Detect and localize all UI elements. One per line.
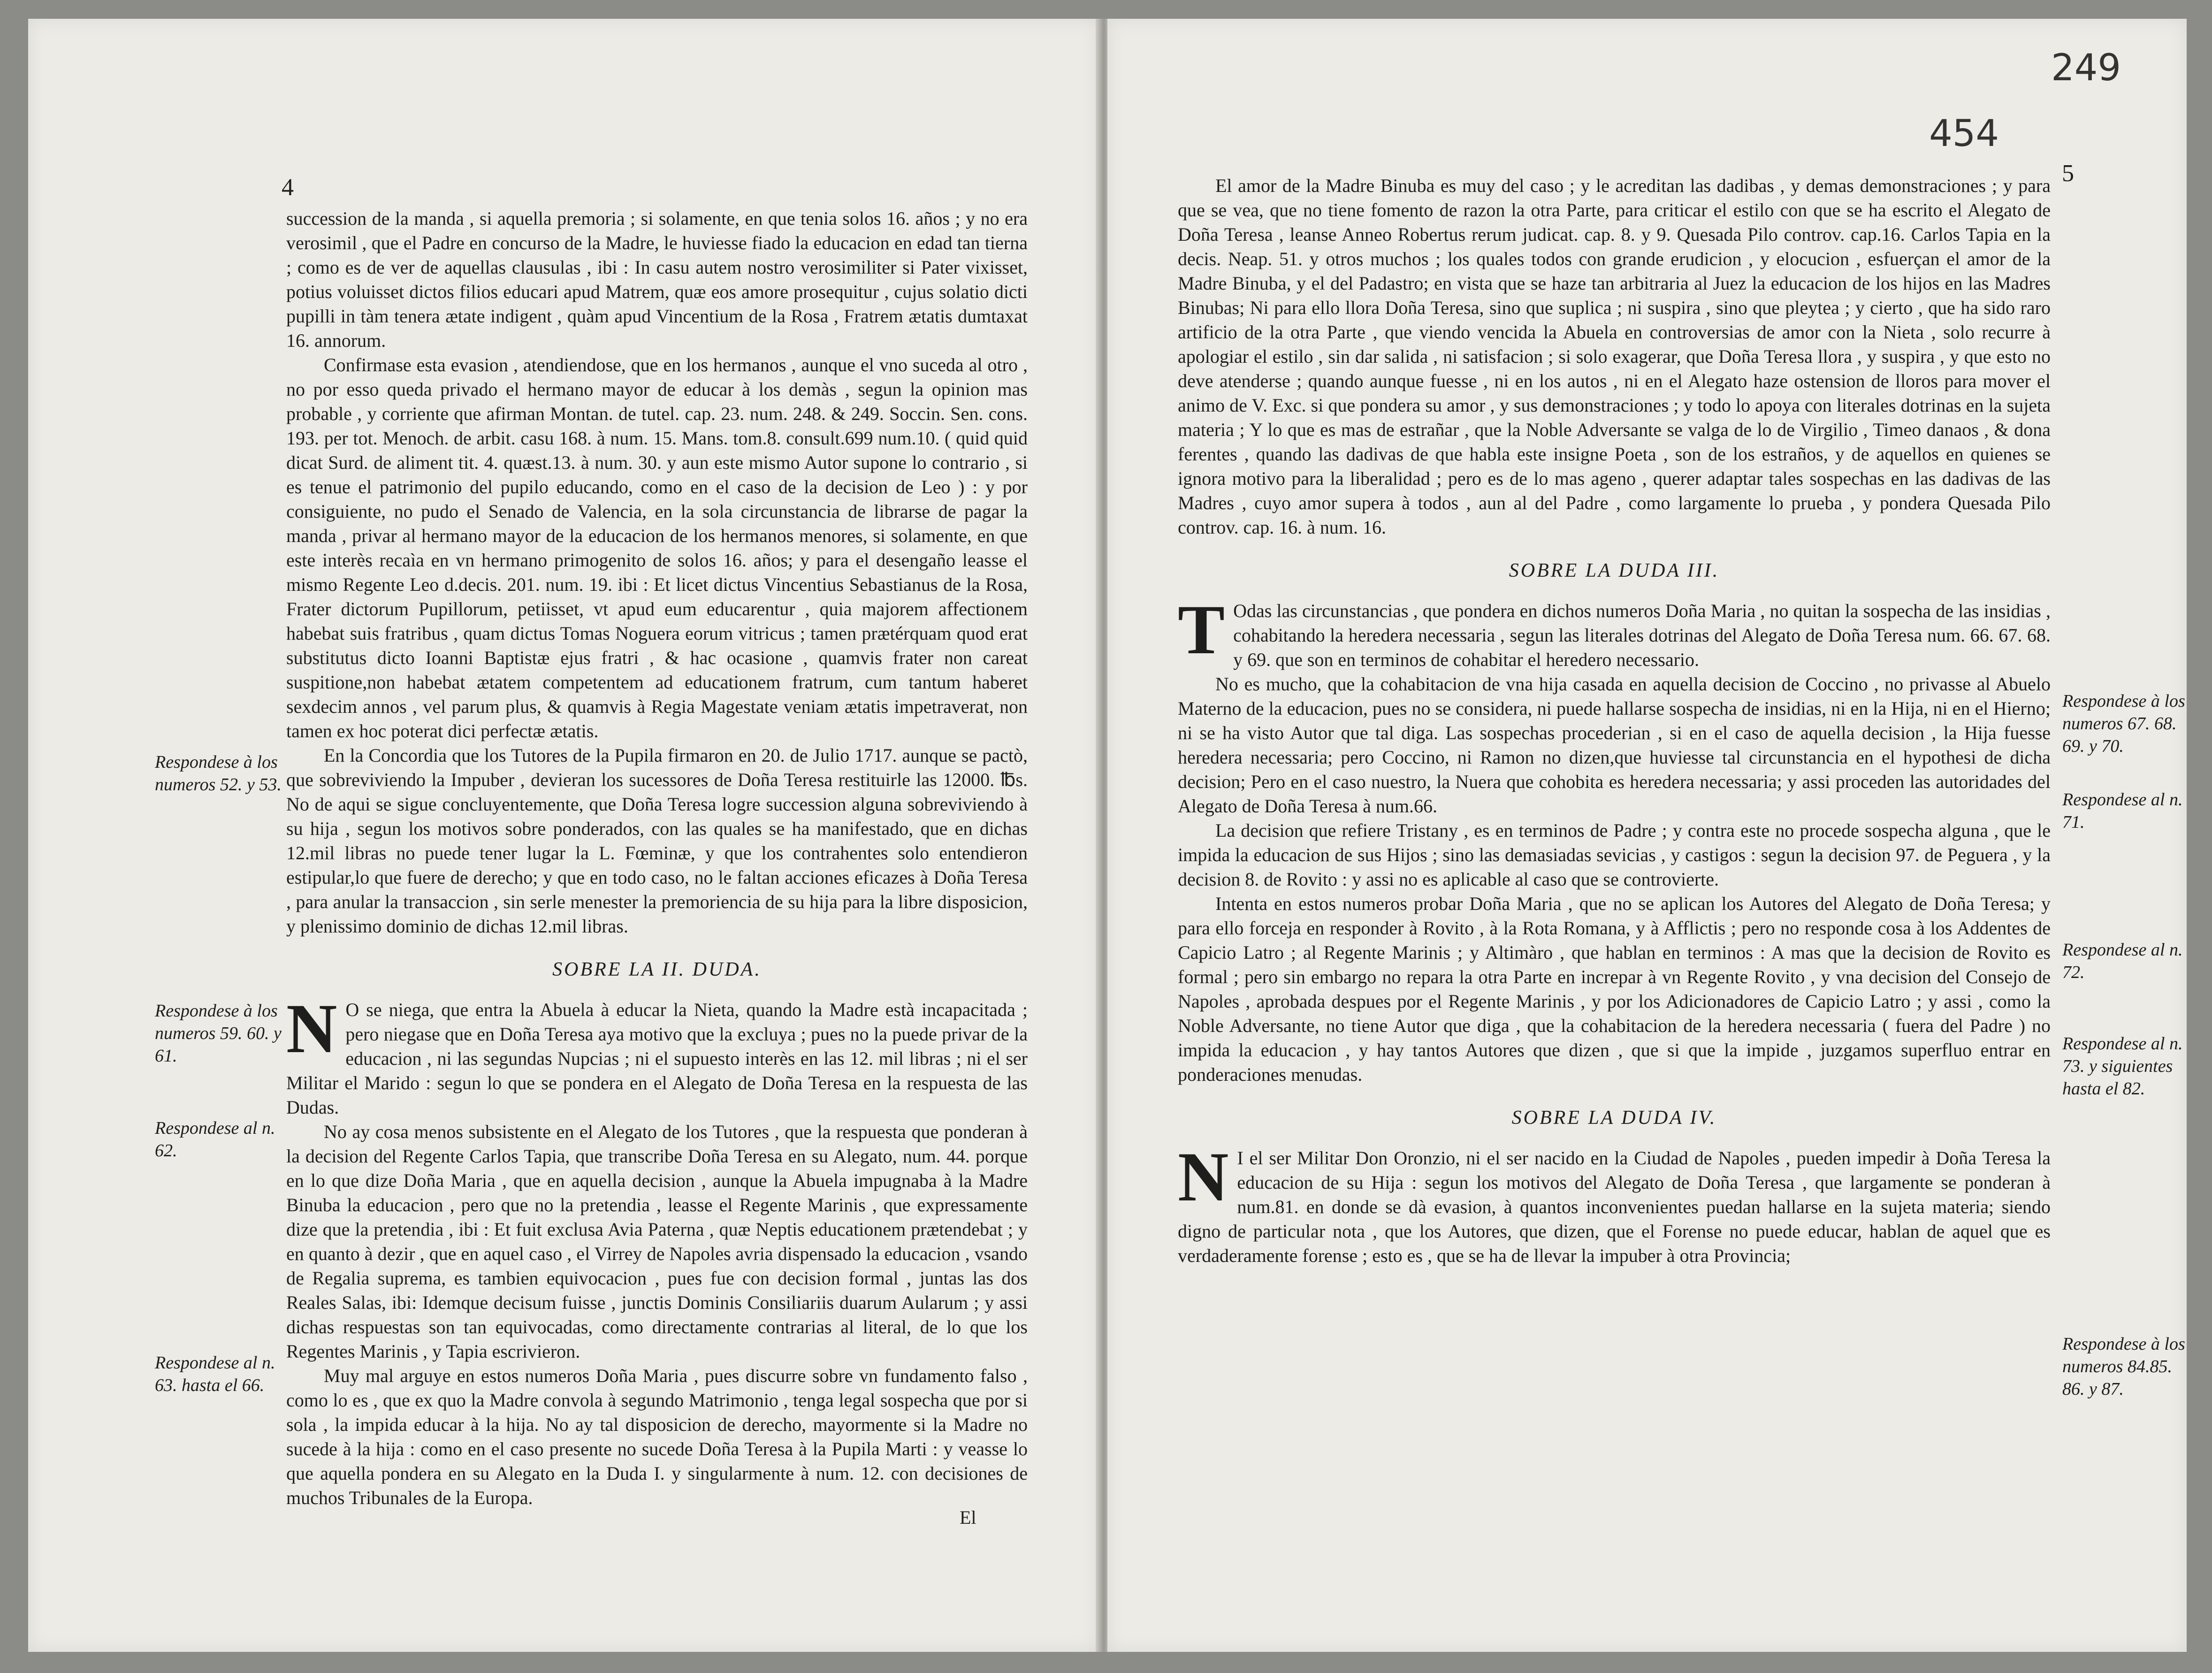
section-heading: SOBRE LA DUDA IV. <box>1511 1107 1717 1129</box>
side-note: Respondese al n. 73. y siguientes hasta el 82. <box>2062 1034 2183 1099</box>
right-page <box>1107 19 2187 1652</box>
side-note: Respondese à los numeros 52. y 53. <box>155 752 282 794</box>
drop-cap: N <box>1178 1138 1229 1216</box>
handwritten-folio-number: 454 <box>1929 113 1999 155</box>
side-note: Respondese al n. 63. hasta el 66. <box>155 1353 275 1395</box>
paragraph-text: Odas las circunstancias , que pondera en dichos numeros Doña Maria , no quitan la sospecha de las insidias , cohabitando la heredera necessaria , segun las literales dotrinas del Alegato de Doña Teresa num. 66. 67. 68. y 69. que son en terminos de cohabitar el heredero necessario. <box>1233 600 2051 670</box>
paragraph: No es mucho, que la cohabitacion de vna hija casada en aquella decision de Coccino , no privasse al Abuelo Materno de la educacion, pues no se considera, ni puede hallarse sospecha de insidias, ni en la Hija, ni en el Hierno; ni se ha visto Autor que tal diga. Las sospechas procederian , si en el caso de aquella decision , la Hija fuesse heredera necessaria; pero Coccino, ni Ramon no dizen,que huviesse tal circunstancia en el hypothesi de dicha decision; Pero en el caso nuestro, la Nuera que cohobita es heredera necessaria; y assi proceden las autoridades del Alegato de Doña Teresa à num.66. <box>1178 673 2051 817</box>
section-heading: SOBRE LA II. DUDA. <box>552 959 762 980</box>
section-heading: SOBRE LA DUDA III. <box>1509 560 1720 581</box>
paragraph: Intenta en estos numeros probar Doña Maria , que no se aplican los Autores del Alegato de Doña Teresa; y para ello forceja en responder à Rovito , à la Rota Romana, y à Afflictis ; pero no responde cosa à los Addentes de Capicio Latro ; al Regente Marinis ; y Altimàro , que hablan en terminos : A mas que la decision de Rovito es formal ; pero sin embargo no repara la otra Parte en increpar à vn Regente Rovito , y vna decision del Consejo de Napoles , aprobada despues por el Regente Marinis , y por los Adicionadores de Capicio Latro ; y assi , como la Noble Adversante, no tiene Autor que diga , que la cohabitacion de la heredera necessaria ( fuera del Padre ) no impida la educacion , y hay tantos Autores que dizen , que si que la impide , juzgamos superfluo entrar en ponderaciones menudas. <box>1178 893 2051 1085</box>
side-note: Respondese al n. 72. <box>2062 940 2183 982</box>
paragraph: Muy mal arguye en estos numeros Doña Maria , pues discurre sobre vn fundamento falso , como lo es , que ex quo la Madre convola à segundo Matrimonio , tenga legal sospecha que por si sola , la impida educar à la hija. No ay tal disposicion de derecho, mayormente si la Madre no sucede à la hija : como en el caso presente no sucede Doña Teresa à la Pupila Marti : y veasse lo que aquella pondera en su Alegato en la Duda I. y singularmente à num. 12. con decisiones de muchos Tribunales de la Europa. <box>286 1365 1028 1508</box>
catchword: El <box>960 1507 976 1528</box>
left-page <box>28 19 1098 1652</box>
side-note: Respondese à los numeros 67. 68. 69. y 70. <box>2062 691 2185 756</box>
page-number: 4 <box>282 174 294 201</box>
drop-cap: N <box>286 990 337 1068</box>
side-note: Respondese à los numeros 84.85. 86. y 87. <box>2062 1334 2185 1399</box>
side-note: Respondese al n. 71. <box>2062 790 2183 832</box>
page-number: 5 <box>2062 160 2074 187</box>
paragraph: En la Concordia que los Tutores de la Pupila firmaron en 20. de Julio 1717. aunque se pactò, que sobreviviendo la Impuber , devieran los sucessores de Doña Teresa restituirle las 12000. ℔s. No de aqui se sigue concluyentemente, que Doña Teresa logre succession alguna sobreviviendo à su hija , segun los motivos sobre ponderados, con las quales se ha manifestado, que en dichas 12.mil libras no puede tener lugar la L. Fœminæ, y que los contrahentes solo entendieron estipular,lo que fuere de derecho; y que en todo caso, no le faltan acciones eficazes à Doña Teresa , para anular la transaccion , sin serle menester la premoriencia de su hija para la libre disposicion, y plenissimo dominio de dichas 12.mil libras. <box>286 745 1028 937</box>
left-text-column <box>286 206 1028 1510</box>
side-note: Respondese al n. 62. <box>155 1118 275 1161</box>
right-text-column <box>1178 174 2051 1268</box>
paragraph <box>286 990 1028 1120</box>
paragraph: succession de la manda , si aquella premoria ; si solamente, en que tenia solos 16. años ; y no era verosimil , que el Padre en concurso de la Madre, le huviesse fiado la educacion en edad tan tierna ; como es de ver de aquellas clausulas , ibi : In casu autem nostro verosimiliter si Pater vixisset, potius voluisset dictos filios educari apud Matrem, quæ eos amore prosequitur , cujus solatio dicti pupilli in tàm tenera ætate indigent , quàm apud Vincentium de la Rosa , Fratrem ætatis dumtaxat 16. annorum. <box>286 208 1028 351</box>
paragraph: No ay cosa menos subsistente en el Alegato de los Tutores , que la respuesta que ponderan à la decision del Regente Carlos Tapia, que transcribe Doña Teresa en su Alegato, num. 44. porque en lo que dize Doña Maria , que en aquella decision , aunque la Abuela impugnaba à la Madre Binuba la educacion , pero que no la pretendia , leasse el Regente Marinis , que expressamente dize que la pretendia , ibi : Et fuit exclusa Avia Paterna , quæ Neptis educationem prætendebat ; y en quanto à dezir , que en aquel caso , el Virrey de Napoles avria dispensado la educacion , vsando de Regalia suprema, es tambien equivocacion , pues fue con decision formal , juntas las dos Reales Salas, ibi: Idemque decisum fuisse , junctis Dominis Consiliariis duarum Aularum ; y assi dichas respuestas son tan equivocadas, como directamente contrarias al literal, de lo que los Regentes Marinis , y Tapia escrivieron. <box>286 1121 1028 1362</box>
paragraph-text: I el ser Militar Don Oronzio, ni el ser nacido en la Ciudad de Napoles , pueden impedir à Doña Teresa la educacion de su Hija : segun los motivos del Alegato de Doña Teresa , que largamente se ponderan à num.81. en donde se dà evasion, à quantos inconvenientes puedan hallarse en la sujeta materia; siendo digno de particular nota , que los Autores, que dizen, que el Forense no puede educar, hablan de aquel que es verdaderamente forense ; esto es , que se ha de llevar la impuber à otra Provincia; <box>1178 1147 2051 1266</box>
paragraph: La decision que refiere Tristany , es en terminos de Padre ; y contra este no procede sospecha alguna , que le impida la educacion de sus Hijos ; sino las demasiadas sevicias , y castigos : segun la decision 97. de Peguera , y la decision 8. de Rovito : y assi no es aplicable al caso que se controvierte. <box>1178 820 2051 890</box>
handwritten-folio-number: 249 <box>2051 47 2121 89</box>
paragraph-text: O se niega, que entra la Abuela à educar la Nieta, quando la Madre està incapacitada ; pero niegase que en Doña Teresa aya motivo que la excluya ; pues no la puede privar de la educacion , ni las segundas Nupcias ; ni el supuesto interès en las 12. mil libras ; ni el ser Militar el Marido : segun lo que se pondera en el Alegato de Doña Teresa en la respuesta de las Dudas. <box>286 999 1028 1118</box>
paragraph <box>1178 1138 2051 1268</box>
paragraph: Confirmase esta evasion , atendiendose, que en los hermanos , aunque el vno suceda al otro , no por esso queda privado el hermano mayor de educar à los demàs , segun la opinion mas probable , y corriente que afirman Montan. de tutel. cap. 23. num. 248. & 249. Soccin. Sen. cons. 193. per tot. Menoch. de arbit. casu 168. à num. 15. Mans. tom.8. consult.699 num.10. ( quid quid dicat Surd. de aliment tit. 4. quæst.13. à num. 30. y aun este mismo Autor supone lo contrario , si es tenue el patrimonio del pupilo educando, como en el caso de la decision de Leo ) : y por consiguiente, no pudo el Senado de Valencia, en la sola circunstancia de librarse de pagar la manda , privar al hermano mayor de la educacion de los hermanos menores, si solamente, en que este interès recaìa en vn hermano primogenito de solos 16. años; y para el desengaño leasse el mismo Regente Leo d.decis. 201. num. 19. ibi : Et licet dictus Vincentius Sebastianus de la Rosa, Frater dictorum Pupillorum, petiisset, vt apud eum educarentur , quia majorem affectionem habebat suis fratribus , quam dictus Tomas Noguera eorum vitricus ; tamen prætérquam quod erat substitutus dicto Ioanni Baptistæ ejus fratri , & hac ocasione , quamvis frater non careat suspitione,non habebat ætatem competentem ad educationem fratrum, cum tantum haberet sexdecim annos , vel parum plus, & quamvis à Regia Magestate veniam ætatis impetraverat, non tamen ex hoc poterat dici perfectæ ætatis. <box>286 354 1028 741</box>
paragraph: El amor de la Madre Binuba es muy del caso ; y le acreditan las dadibas , y demas demonstraciones ; y para que se vea, que no tiene fomento de razon la otra Parte, para criticar el estilo con que se ha escrito el Alegato de Doña Teresa , leanse Anneo Robertus rerum judicat. cap. 8. y 9. Quesada Pilo controv. cap.16. Carlos Tapia en la decis. Neap. 51. y otros muchos ; los quales todos con grande erudicion , y elocucion , esfuerçan el amor de la Madre Binuba, y el del Padastro; en vista que se haze tan arbitraria al Juez la educacion de los hijos en las Madres Binubas; Ni para ello llora Doña Teresa, sino que suplica ; ni suspira , sino que pleytea ; y cierto , que ha sido raro artificio de la otra Parte , que viendo vencida la Abuela en controversias de amor con la Nieta , solo recurre à apologiar el estilo , sin dar salida , ni satisfacion ; si solo exagerar, que Doña Teresa llora , y suspira , y que esto no deve atenderse ; quando aunque fuesse , ni en los autos , ni en el Alegato haze ostension de lloros para mover el animo de V. Exc. si que pondera su amor , y sus demonstraciones ; y todo lo apoya con literales dotrinas en la sujeta materia ; Y lo que es mas de estrañar , que la Noble Adversante se valga de lo de Virgilio , Timeo danaos , & dona ferentes , quando las dadivas de que habla este insigne Poeta , son de los estraños, y de aquellos en quienes se ignora motivo para la liberalidad ; pero es de lo mas ageno , querer adaptar tales sospechas en las dadivas de las Madres , cuyo amor supera à todos , aun al del Padre , como largamente lo prueba , y pondera Quesada Pilo controv. cap. 16. à num. 16. <box>1178 175 2051 538</box>
paragraph <box>1178 591 2051 672</box>
side-note: Respondese à los numeros 59. 60. y 61. <box>155 1001 282 1066</box>
drop-cap: T <box>1178 591 1225 669</box>
